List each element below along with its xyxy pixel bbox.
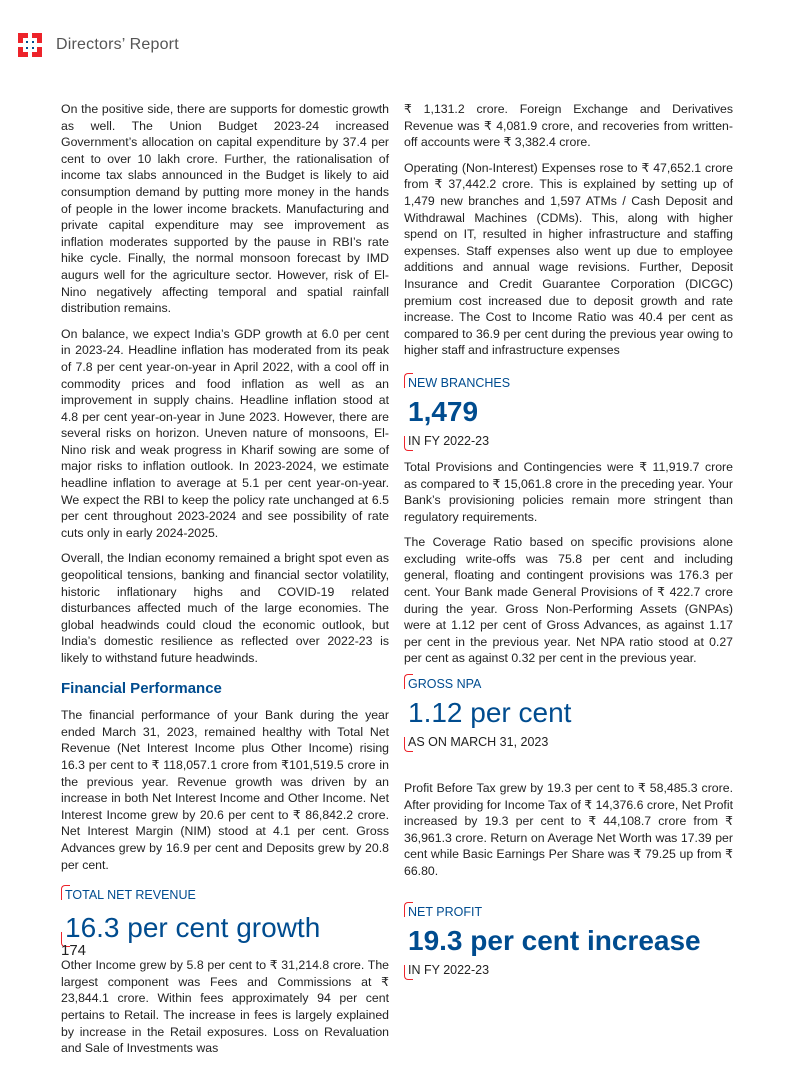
callout-subtitle: IN FY 2022-23 xyxy=(408,433,490,448)
left-column xyxy=(61,101,389,1066)
page-number: 174 xyxy=(61,942,87,959)
net-profit-callout xyxy=(404,904,733,978)
paragraph: Profit Before Tax grew by 19.3 per cent to ₹ 58,485.3 crore. After providing for Income Tax of ₹ 14,376.6 crore, Net Profit increased by 19.3 per cent to ₹ 44,108.7 crore from ₹ 36,961.3 crore. Return on Average Net Worth was 17.39 per cent while Basic Earnings Per Share was ₹ 79.25 up from ₹ 66.80. xyxy=(404,781,733,878)
paragraph: On balance, we expect India’s GDP growth at 6.0 per cent in 2023-24. Headline inflation has moderated from its peak of 7.8 per cent year-on-year in April 2022, with a cool off in commodity prices and food inflation as well as an improvement in supply chains. Headline inflation stood at 4.8 per cent year-on-year in June 2023. However, there are several risks on horizon. Uneven nature of monsoons, El-Nino risk and weak progress in Kharif sowing are some of major risks to inflation outlook. In 2023-2024, we estimate headline inflation to average at 5.1 per cent year-on-year. We expect the RBI to keep the policy rate unchanged at 6.5 per cent throughout 2023-2024 and see possibility of rate cuts only in early 2024-2025. xyxy=(61,326,389,540)
callout-label: GROSS NPA xyxy=(408,677,482,692)
callout-value: 1.12 per cent xyxy=(408,697,572,729)
paragraph: ₹ 1,131.2 crore. Foreign Exchange and Derivatives Revenue was ₹ 4,081.9 crore, and recoveries from written-off accounts were ₹ 3,382.4 crore. xyxy=(404,102,733,150)
callout-subtitle: IN FY 2022-23 xyxy=(408,962,490,977)
callout-label: TOTAL NET REVENUE xyxy=(65,888,196,903)
paragraph: Overall, the Indian economy remained a bright spot even as geopolitical tensions, banking and financial sector volatility, historic inflationary highs and COVID-19 related disturbances affected much of the large economies. The global headwinds could cloud the economic outlook, but India’s domestic resilience as reflected over 2022-23 is likely to withstand future headwinds. xyxy=(61,551,389,665)
page-header xyxy=(18,32,179,58)
paragraph: Other Income grew by 5.8 per cent to ₹ 31,214.8 crore. The largest component was Fees and Commissions at ₹ 23,844.1 crore. Within fees approximately 94 per cent pertains to Retail. The increase in fees is largely explained by increase in the Retail exposures. Loss on Revaluation and Sale of Investments was xyxy=(61,958,389,1056)
gross-npa-callout xyxy=(404,676,733,750)
callout-value: 19.3 per cent increase xyxy=(408,924,701,956)
callout-value: 1,479 xyxy=(408,395,479,427)
paragraph: Operating (Non-Interest) Expenses rose to ₹ 47,652.1 crore from ₹ 37,442.2 crore. This is explained by setting up of 1,479 new branches and 1,597 ATMs / Cash Deposit and Withdrawal Machines (CDMs). This, along with higher spend on IT, resulted in higher infrastructure and staffing expenses. Staff expenses also went up due to employee additions and annual wage revisions. Further, Deposit Insurance and Credit Guarantee Corporation (DICGC) premium cost increased due to deposit growth and rate increase. The Cost to Income Ratio was 40.4 per cent as compared to 36.9 per cent during the previous year owing to higher staff and infrastructure expenses xyxy=(404,160,733,358)
section-title: Directors’ Report xyxy=(56,36,179,53)
right-column xyxy=(404,101,733,988)
total-net-revenue-callout xyxy=(61,887,389,945)
paragraph: On the positive side, there are supports for domestic growth as well. The Union Budget 2023-24 increased Government’s allocation on capital expenditure by 37.4 per cent to over 10 lakh crore. Further, the rationalisation of income tax slabs announced in the Budget is likely to aid consumption demand by putting more money in the hands of people in the lower income brackets. Manufacturing and private capital expenditure may see improvement as inflation moderates supported by the pause in RBI’s rate hike cycle. Finally, the normal monsoon forecast by IMD augurs well for the agriculture sector. However, risk of El-Nino negatively affecting temporal and spatial rainfall distribution remains. xyxy=(61,102,389,316)
financial-performance-heading: Financial Performance xyxy=(61,679,222,697)
paragraph: Total Provisions and Contingencies were ₹ 11,919.7 crore as compared to ₹ 15,061.8 crore in the preceding year. Your Bank’s provisioning policies remain more stringent than regulatory requirements. xyxy=(404,459,733,524)
callout-subtitle: AS ON MARCH 31, 2023 xyxy=(408,735,549,750)
callout-label: NEW BRANCHES xyxy=(408,375,511,390)
paragraph: The Coverage Ratio based on specific provisions alone excluding write-offs was 75.8 per cent and including general, floating and contingent provisions was 176.3 per cent. Your Bank made General Provisions of ₹ 422.7 crore during the year. Gross Non-Performing Assets (GNPAs) were at 1.12 per cent of Gross Advances, as against 1.17 per cent in the previous year. Net NPA ratio stood at 0.27 per cent as against 0.32 per cent in the previous year. xyxy=(404,535,733,666)
paragraph: The financial performance of your Bank during the year ended March 31, 2023, remained healthy with Total Net Revenue (Net Interest Income plus Other Income) rising 16.3 per cent to ₹ 118,057.1 crore from ₹101,519.5 crore in the previous year. Revenue growth was driven by an increase in both Net Interest Income and Other Income. Net Interest Income grew by 20.6 per cent to ₹ 86,842.2 crore. Net Interest Margin (NIM) stood at 4.1 per cent. Gross Advances grew by 16.9 per cent and Deposits grew by 20.8 per cent. xyxy=(61,708,389,872)
new-branches-callout xyxy=(404,375,733,449)
callout-label: NET PROFIT xyxy=(408,904,483,919)
bank-logo-icon xyxy=(18,33,42,57)
callout-value: 16.3 per cent growth xyxy=(65,912,321,944)
